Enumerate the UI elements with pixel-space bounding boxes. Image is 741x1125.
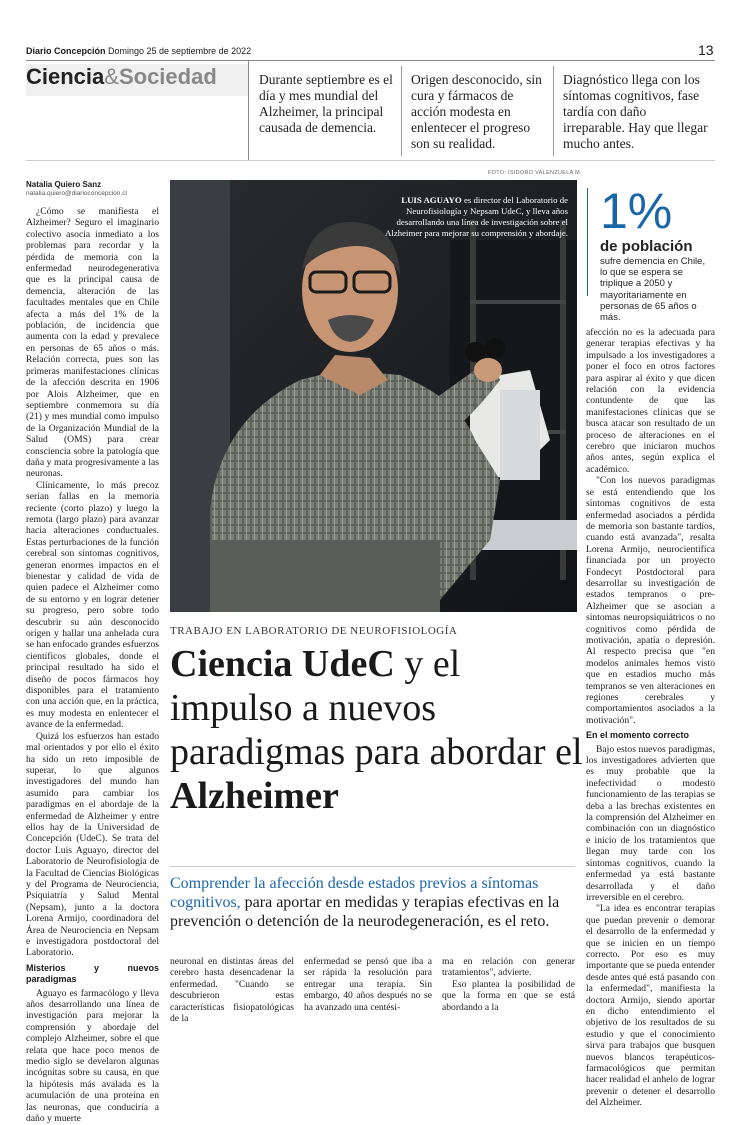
section-label-amp: & [104,64,119,89]
article-column-5 [586,327,715,1109]
section-label-sociedad: Sociedad [118,64,217,89]
section-label [26,64,248,96]
subhead: Misterios y nuevos paradigmas [26,962,159,985]
article-column-4 [442,956,575,1016]
photo-credit: FOTO: ISIDORO VALENZUELA M. [488,170,582,176]
kicker: TRABAJO EN LABORATORIO DE NEUROFISIOLOGÍA [170,625,458,637]
subhead: En el momento correcto [586,730,690,741]
teaser-3: Diagnóstico llega con los síntomas cognitivos, fase tardía con daño irreparable. Hay que llegar mucho antes. [563,72,708,151]
byline-email: natalia.quiero@diarioconcepcion.cl [26,190,127,197]
headline-bold-1: Ciencia UdeC [170,643,395,685]
paragraph: neuronal en distintas áreas del cerebro hasta desencadenar la enfermedad. "Cuando se descubrieron estas características fisiopatológicas de la [170,956,294,1025]
teaser-divider-2 [553,66,554,156]
headline [170,642,590,818]
section-divider [248,60,249,160]
stat-description: sufre demencia en Chile, lo que se espera se triplique a 2050 y mayoritariamente en personas de 65 años o más. [600,256,706,324]
caption-text: es director del Laboratorio de Neurofisiología y Nepsam UdeC, y lleva años desarrollando una línea de investigación sobre el Alzheimer para mejorar su comprensión y abordaje. [385,195,568,238]
caption-name: LUIS AGUAYO [401,195,462,205]
paragraph: "La idea es encontrar terapias que puedan prevenir o demorar el desarrollo de la enfermedad y que se inicien en un tiempo correcto. Por eso es muy importante que se pueda entender desde antes qué está pasando con la enfermedad", manifiesta la doctora Armijo, siendo aportar en dicho entendimiento el objetivo de los resultados de su estudio y que el conocimiento sirva para trabajos que busquen nuevos blancos terapéuticos-farmacológicos que permitan hacer realidad el anhelo de lograr prevenir o detener el desarrollo del Alzheimer. [586,903,715,1109]
stat-value: 1% [600,183,673,239]
article-column-2 [170,956,294,1025]
photo-caption [370,195,568,239]
paragraph: Clínicamente, lo más precoz serían fallas en la memoria reciente (corto plazo) y luego la remota (largo plazo) para avanzar hacia alteraciones conductuales. Estas perturbaciones de la función cerebral son síntomas cognitivos, generan enormes impactos en el bienestar y calidad de vida de quien padece el Alzheimer como de su entorno y en lograr detener su progreso, pero sobre todo descubrir su aún desconocido origen y hallar una anhelada cura se han enfocado grandes esfuerzos científicos globales, donde el principal resultado ha sido el diseño de pocos fármacos hoy disponibles para el tratamiento con una acción que, en la práctica, es muy modesta en enlentecer el avance de la enfermedad. [26,479,159,731]
headline-rule [170,866,575,867]
paragraph: Quizá los esfuerzos han estado mal orientados y por ello el éxito ha sido un reto imposible de superar, lo que algunos investigadores del mundo han asumido para cambiar los paradigmas en el abordaje de la enfermedad de Alzheimer y entre ellos hay de la Universidad de Concepción (UdeC). Se trata del doctor Luis Aguayo, director del Laboratorio de Neurofisiología de la Facultad de Ciencias Biológicas y del Programa de Neurociencia, Psiquiatría y Salud Mental (Nepsam), junto a la doctora Lorena Armijo, coordinadora del Área de Neurociencia en Nepsam e investigadora postdoctoral del Laboratorio. [26,730,159,959]
masthead-date: Domingo 25 de septiembre de 2022 [105,46,252,56]
paragraph: Aguayo es farmacólogo y lleva años desarrollando una línea de investigación para mejorar la comprensión y abordaje del complejo Alzheimer, sobre el que relata que hace poco menos de medio siglo se develaron algunas incógnitas sobre su causa, en que la hipótesis más avalada es la acumulación de una proteína en las neuronas, que conduciría a daño y muerte [26,987,159,1125]
article-column-1 [26,206,159,1125]
section-label-ciencia: Ciencia [26,64,105,89]
header-bottom-rule [26,160,715,161]
lab-scene-illustration [170,180,577,612]
deck-text: para aportar en medidas y terapias efectivas en la prevención o detención de la neurodegeneración, es el reto. [170,894,560,930]
paragraph: "Con los nuevos paradigmas se está entendiendo que los síntomas cognitivos de esta enfermedad asociados a pérdida de memoria son bastante tardíos, cuando está avanzada", resalta Lorena Armijo, neurocientífica financiada por un proyecto Fondecyt Postdoctoral para desarrollar su investigación de estados tempranos o pre-Alzheimer que se asocian a síntomas neuropsiquiátricos o no cognitivos como pérdida de motivación, apatía o depresión. Al respecto precisa que "en modelos animales hemos visto que en estadios mucho más tempranos se ven alteraciones en regiones cerebrales y comportamientos asociados a la motivación". [586,475,715,726]
teaser-1: Durante septiembre es el día y mes mundial del Alzheimer, la principal causada de demencia. [259,72,393,135]
page-number: 13 [698,42,714,58]
stat-label: de población [600,238,693,255]
paragraph: Eso plantea la posibilidad de que la forma en que se está abordando a la [442,978,575,1013]
stat-rule [587,188,588,296]
paragraph: Bajo estos nuevos paradigmas, los investigadores advierten que es muy probable que la inefectividad o modesto funcionamiento de las terapias se deba a las brechas existentes en la comprensión del Alzheimer en combinación con un diagnóstico e inicio de los tratamientos que llegan muy tarde con los síntomas cognitivos, cuando la enfermedad ya está bastante desarrollada y el daño irreversible en el cerebro. [586,743,715,903]
masthead-brand: Diario Concepción [26,46,106,56]
headline-text: y el impulso a nuevos paradigmas para abordar el [170,643,583,773]
paragraph: afección no es la adecuada para generar terapias efectivas y ha impulsado a los investigadores a poner el foco en otros factores para aspirar al éxito y que dicen relación con la evidencia contundente de que las manifestaciones clínicas que se busca atacar son resultado de un proceso de alteraciones en el cerebro que iniciaron muchos años antes, según explica el académico. [586,327,715,475]
article-photo [170,180,577,612]
header-rule [26,60,715,61]
article-column-3 [304,956,432,1016]
headline-bold-2: Alzheimer [170,775,339,817]
paragraph: ma en relación con generar tratamientos", advierte. [442,956,575,979]
paragraph: ¿Cómo se manifiesta el Alzheimer? Seguro el imaginario colectivo asocia inmediato a los problemas para recordar y la pérdida de memoria con la enfermedad neurodegenerativa que es la principal causa de demencia, alteración de las facultades mentales que en Chile afecta a más del 1% de la población, de incidencia que aumenta con la edad y prevalece en personas de 65 años o más. Relación correcta, pues son las primeras manifestaciones clínicas de la afección descrita en 1906 por Alois Alzheimer, que en septiembre conmemora su día (21) y mes mundial como impulso de la Organización Mundial de la Salud (OMS) para crear consciencia sobre la patología que daña y mata progresivamente a las neuronas. [26,206,159,480]
paragraph: enfermedad se pensó que iba a ser rápida la resolución para entregar una terapia. Sin embargo, 40 años después no se ha avanzado una centési- [304,956,432,1013]
teaser-divider-1 [401,66,402,156]
deck-highlight: Comprender la afección desde estados previos a síntomas cognitivos, [170,875,539,911]
byline-author: Natalia Quiero Sanz [26,180,102,189]
deck [170,874,575,931]
teaser-2: Origen desconocido, sin cura y fármacos de acción modesta en enlentecer el progreso son su realidad. [411,72,542,151]
masthead [26,46,251,56]
